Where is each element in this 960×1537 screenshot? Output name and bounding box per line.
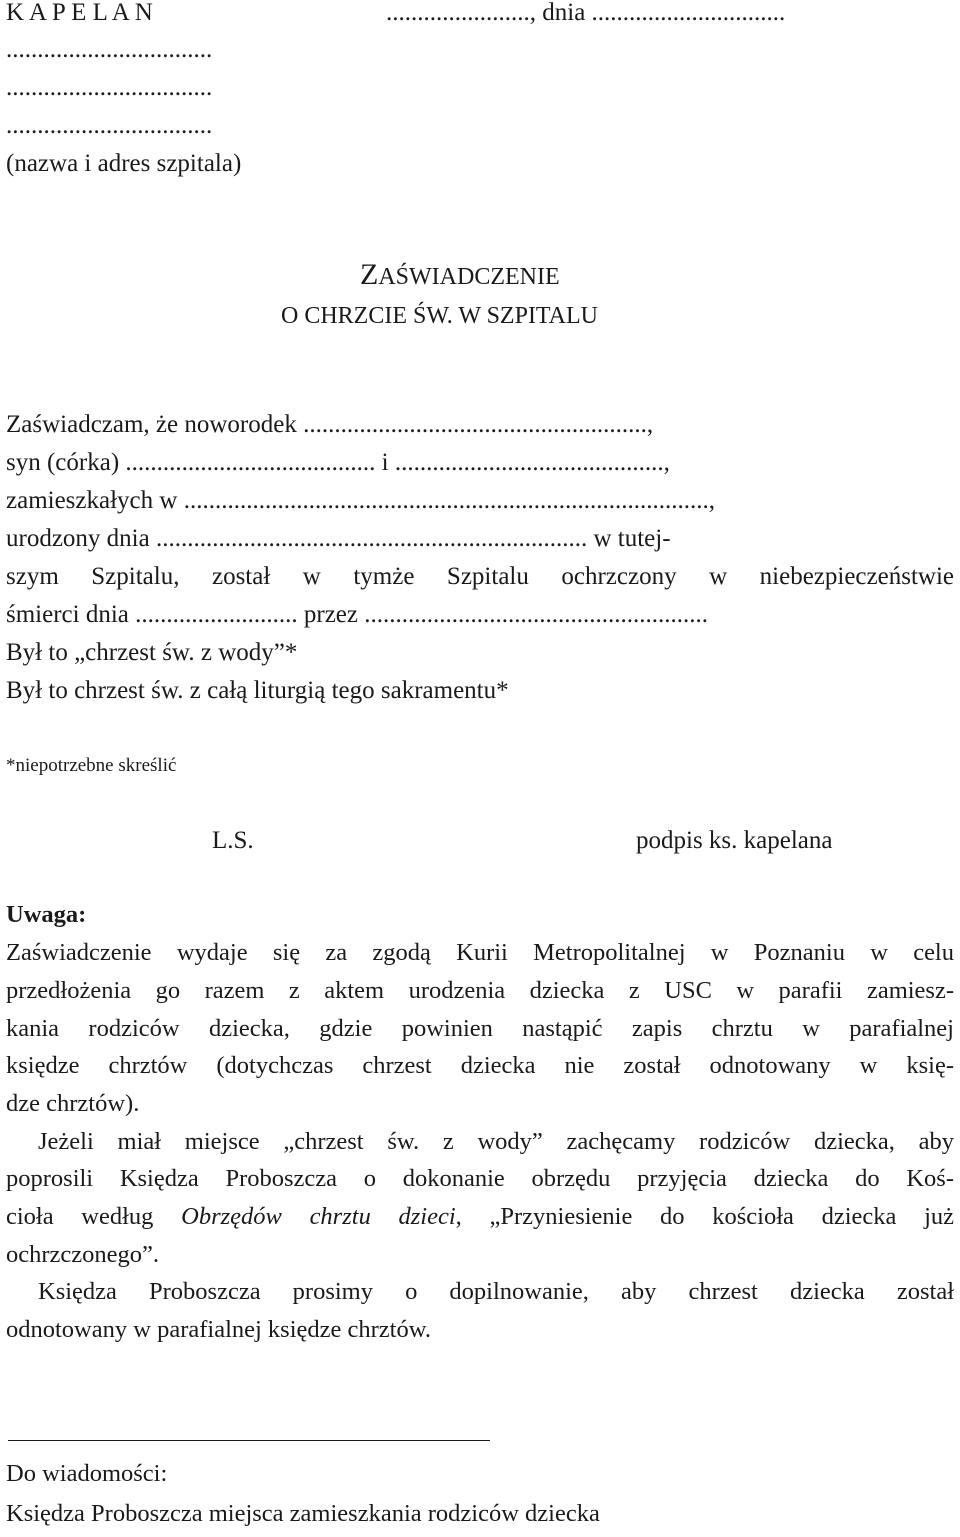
title-rest: AŚWIADCZENIE [378,264,560,290]
distribution-recipient: Księdza Proboszcza miejsca zamieszkania rodziców dziecka [6,1500,600,1527]
distribution-heading: Do wiadomości: [6,1460,168,1487]
note-line-8-end: , „Przyniesienie do kościoła dziecka już [455,1203,954,1230]
document-title [360,256,560,299]
body-line-2: syn (córka) ........................................ i ..........................................., [6,449,670,476]
note-line-1: Zaświadczenie wydaje się za zgodą Kurii Metropolitalnej w Poznaniu w celu [6,939,954,966]
body-line-6: śmierci dnia .......................... przez ....................................................... [6,601,708,628]
separator-line [8,1440,490,1441]
hospital-caption: (nazwa i adres szpitala) [6,150,242,177]
note-line-10: Księdza Proboszcza prosimy o dopilnowanie, aby chrzest dziecka został [38,1278,954,1305]
hospital-dots-3: ................................. [6,112,213,139]
title-initial: Z [360,258,379,291]
body-line-3: zamieszkałych w ...................................................................................., [6,487,715,514]
footnote: *niepotrzebne skreślić [6,755,177,776]
note-line-3: kania rodziców dziecka, gdzie powinien nastąpić zapis chrztu w parafialnej [6,1015,954,1042]
body-line-4: urodzony dnia ..................................................................... w tutej- [6,525,671,552]
note-line-11: odnotowany w parafialnej księdze chrztów. [6,1316,431,1343]
place-date-field: ......................., dnia ............................... [386,0,786,26]
kapelan-label: K A P E L A N [6,0,153,26]
body-line-8: Był to chrzest św. z całą liturgią tego sakramentu* [6,677,509,704]
note-line-6: Jeżeli miał miejsce „chrzest św. z wody” zachęcamy rodziców dziecka, aby [38,1128,954,1155]
rite-title: Obrzędów chrztu dzieci [181,1203,456,1230]
note-line-4: księdze chrztów (dotychczas chrzest dziecka nie został odnotowany w księ- [6,1052,954,1079]
body-line-5: szym Szpitalu, został w tymże Szpitalu ochrzczony w niebezpieczeństwie [6,563,954,590]
subtitle-text: O CHRZCIE ŚW. W SZPITALU [281,303,598,329]
note-line-7: poprosili Księdza Proboszcza o dokonanie obrzędu przyjęcia dziecka do Koś- [6,1165,954,1192]
note-line-8 [6,1198,954,1236]
hospital-dots-2: ................................. [6,74,213,101]
body-line-1: Zaświadczam, że noworodek ......................................................., [6,411,654,438]
note-heading: Uwaga: [6,901,87,928]
body-line-7: Był to „chrzest św. z wody”* [6,639,298,666]
note-line-5: dze chrztów). [6,1090,140,1117]
note-line-2: przedłożenia go razem z aktem urodzenia dziecka z USC w parafii zamiesz- [6,977,954,1004]
hospital-dots-1: ................................. [6,36,213,63]
seal-label: L.S. [212,827,254,854]
note-line-9: ochrzczonego”. [6,1241,160,1268]
note-line-8-start: cioła według [6,1203,182,1230]
document-subtitle [281,297,598,338]
signature-label: podpis ks. kapelana [636,827,833,854]
